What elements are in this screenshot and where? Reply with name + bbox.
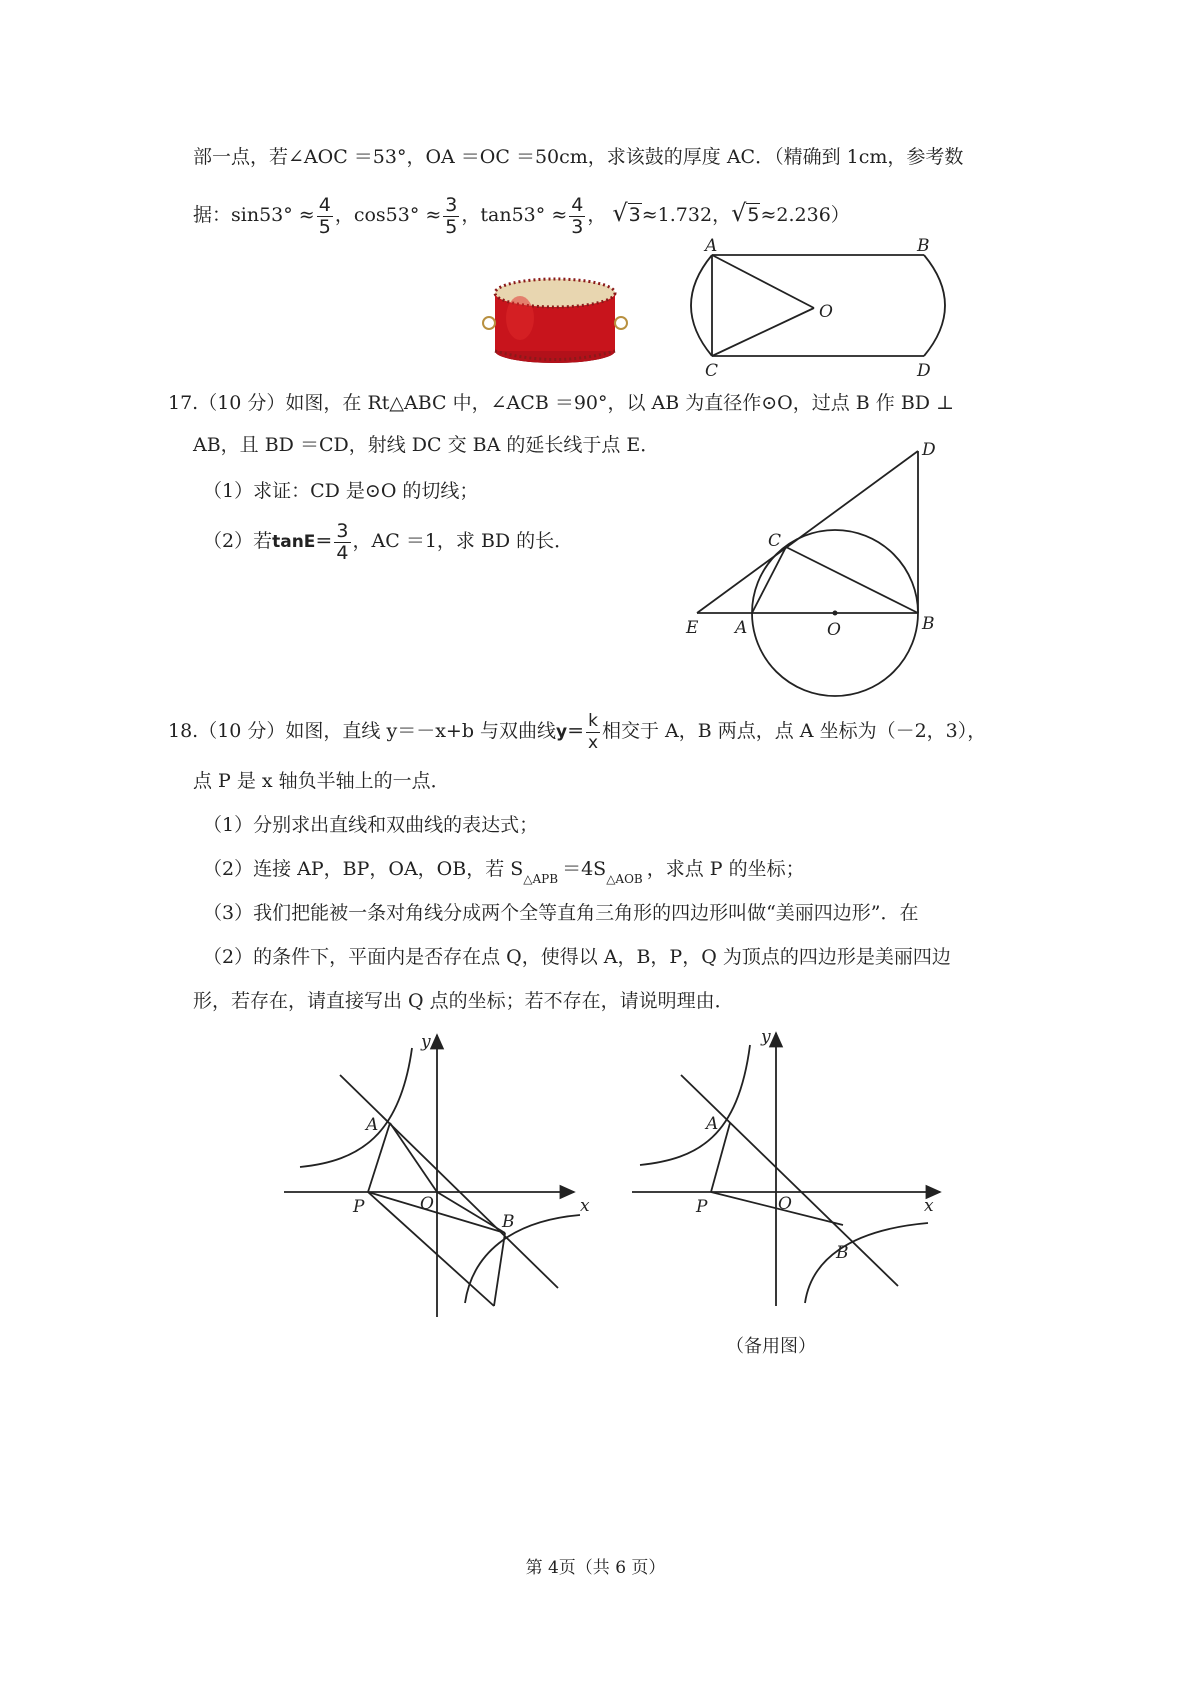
label-p: P bbox=[696, 1197, 708, 1217]
label-c: C bbox=[768, 531, 782, 551]
sqrt-argument: 3 bbox=[628, 204, 641, 226]
q18-line1-prefix: 18.（10 分）如图，直线 y＝－x+b 与双曲线 bbox=[168, 720, 557, 742]
q17-line2: AB，且 BD ＝CD，射线 DC 交 BA 的延长线于点 E． bbox=[193, 434, 660, 456]
q17-part1: （1）求证：CD 是⊙O 的切线； bbox=[203, 480, 479, 502]
q17-tan-label: tanE＝ bbox=[272, 532, 333, 552]
q16-data-line: 据：sin53° ≈ $\frac{4}{5}$ ，cos53° ≈ $\frac{3}{5}$ ，tan53° ≈ $\frac{4}{3}$ ， √3≈1.732，√5≈2.236） bbox=[193, 193, 850, 238]
line-ab bbox=[340, 1075, 558, 1288]
q18-part3-line1: （3）我们把能被一条对角线分成两个全等直角三角形的四边形叫做“美丽四边形”．在 bbox=[203, 902, 919, 924]
segment-ob bbox=[437, 1192, 505, 1233]
drum-image bbox=[480, 268, 630, 378]
q16-data-prefix: 据：sin53° bbox=[193, 204, 293, 226]
segment-co bbox=[712, 308, 814, 356]
frac-numerator: 4 bbox=[318, 193, 331, 216]
backup-figure-caption: （备用图） bbox=[726, 1336, 816, 1357]
segment-ed bbox=[697, 451, 918, 613]
label-p: P bbox=[353, 1197, 365, 1217]
label-a: A bbox=[705, 236, 718, 256]
frac-denominator: 3 bbox=[571, 215, 584, 238]
q17-figure bbox=[680, 435, 960, 705]
q17-part2-suffix: ，AC ＝1，求 BD 的长． bbox=[352, 530, 574, 552]
hyperbola-branch-upper bbox=[640, 1045, 750, 1165]
q18-part3-line3: 形，若存在，请直接写出 Q 点的坐标；若不存在，请说明理由． bbox=[193, 990, 734, 1012]
hyperbola-branch-lower bbox=[465, 1215, 580, 1303]
segment-pb bbox=[711, 1192, 843, 1225]
label-b: B bbox=[922, 614, 935, 634]
q16-approx1: ≈ bbox=[298, 204, 315, 226]
q16-line1: 部一点，若∠AOC ＝53°，OA ＝OC ＝50cm，求该鼓的厚度 AC．（精确到 1cm，参考数 bbox=[193, 146, 964, 168]
page-footer: 第 4页（共 6 页） bbox=[525, 1558, 666, 1578]
q16-figure bbox=[688, 230, 968, 380]
hyperbola-branch-upper bbox=[300, 1048, 412, 1167]
frac-denominator: 5 bbox=[318, 215, 331, 238]
label-b: B bbox=[836, 1243, 849, 1263]
segment-ao bbox=[712, 255, 814, 308]
frac-denominator: 5 bbox=[445, 215, 458, 238]
q16-sqrt3: √3 bbox=[612, 199, 641, 227]
q16-sqrt5-value: ≈2.236） bbox=[760, 204, 850, 226]
sqrt-argument: 5 bbox=[747, 204, 760, 226]
frac-numerator: 3 bbox=[445, 193, 458, 216]
center-dot bbox=[833, 611, 838, 616]
frac-denominator: 4 bbox=[336, 541, 349, 564]
q16-frac-sin bbox=[317, 195, 333, 238]
q16-cos-label: ，cos53° bbox=[334, 204, 420, 226]
q17-part2-prefix: （2）若 bbox=[203, 530, 273, 552]
q18-frac bbox=[586, 711, 600, 754]
label-y: y bbox=[761, 1027, 771, 1047]
label-d: D bbox=[917, 361, 931, 381]
frac-numerator: k bbox=[588, 710, 598, 731]
hyperbola-branch-lower bbox=[805, 1223, 928, 1303]
q18-sub-aob: △AOB bbox=[606, 872, 643, 886]
q18-part2-a: （2）连接 AP，BP，OA，OB，若 S bbox=[203, 858, 524, 880]
q17-frac bbox=[334, 521, 350, 564]
label-x: x bbox=[580, 1196, 590, 1216]
frac-denominator: x bbox=[588, 732, 599, 753]
segment-cb bbox=[786, 547, 918, 613]
q18-line2: 点 P 是 x 轴负半轴上的一点． bbox=[193, 770, 450, 792]
q16-frac-cos bbox=[443, 195, 459, 238]
label-a: A bbox=[366, 1115, 379, 1135]
q18-part2-c: ，求点 P 的坐标； bbox=[646, 858, 805, 880]
q18-part2-b: ＝4S bbox=[562, 858, 607, 880]
q18-line1-suffix: 相交于 A，B 两点，点 A 坐标为（－2，3）， bbox=[602, 720, 987, 742]
label-e: E bbox=[686, 618, 699, 638]
q18-sub-apb: △APB bbox=[523, 872, 559, 886]
q16-sqrt3-value: ≈1.732， bbox=[641, 204, 732, 226]
q16-tan-label: ，tan53° bbox=[461, 204, 546, 226]
q17-line1: 17.（10 分）如图，在 Rt△ABC 中，∠ACB ＝90°，以 AB 为直径作⊙O，过点 B 作 BD ⊥ bbox=[168, 392, 954, 414]
q16-frac-tan bbox=[569, 195, 585, 238]
label-o: O bbox=[420, 1194, 434, 1214]
q18-figure-main bbox=[280, 1025, 600, 1335]
label-d: D bbox=[922, 440, 936, 460]
q16-sqrt5: √5 bbox=[731, 199, 760, 227]
q16-approx3: ≈ bbox=[551, 204, 568, 226]
q17-part2 bbox=[203, 518, 573, 565]
label-o: O bbox=[778, 1194, 792, 1214]
arc-bd bbox=[924, 255, 945, 356]
q18-figure-backup bbox=[628, 1025, 948, 1315]
label-o: O bbox=[819, 302, 833, 322]
label-a: A bbox=[735, 618, 748, 638]
label-o: O bbox=[827, 620, 841, 640]
segment-ac bbox=[752, 547, 786, 613]
q18-part2 bbox=[203, 855, 805, 885]
q18-part3-line2: （2）的条件下，平面内是否存在点 Q，使得以 A，B，P，Q 为顶点的四边形是美丽四边 bbox=[203, 946, 951, 968]
q18-line1 bbox=[168, 708, 986, 755]
arc-ac bbox=[691, 255, 712, 356]
label-a: A bbox=[706, 1114, 719, 1134]
segment-ao bbox=[390, 1123, 437, 1192]
q18-part1: （1）分别求出直线和双曲线的表达式； bbox=[203, 814, 539, 836]
label-b: B bbox=[917, 236, 930, 256]
q16-approx2: ≈ bbox=[425, 204, 442, 226]
frac-numerator: 4 bbox=[571, 193, 584, 216]
label-b: B bbox=[502, 1212, 515, 1232]
segment-b-extra bbox=[494, 1233, 505, 1306]
label-c: C bbox=[705, 361, 719, 381]
q18-eq: y＝ bbox=[556, 722, 585, 742]
label-y: y bbox=[421, 1032, 431, 1052]
label-x: x bbox=[924, 1196, 934, 1216]
frac-numerator: 3 bbox=[336, 519, 349, 542]
